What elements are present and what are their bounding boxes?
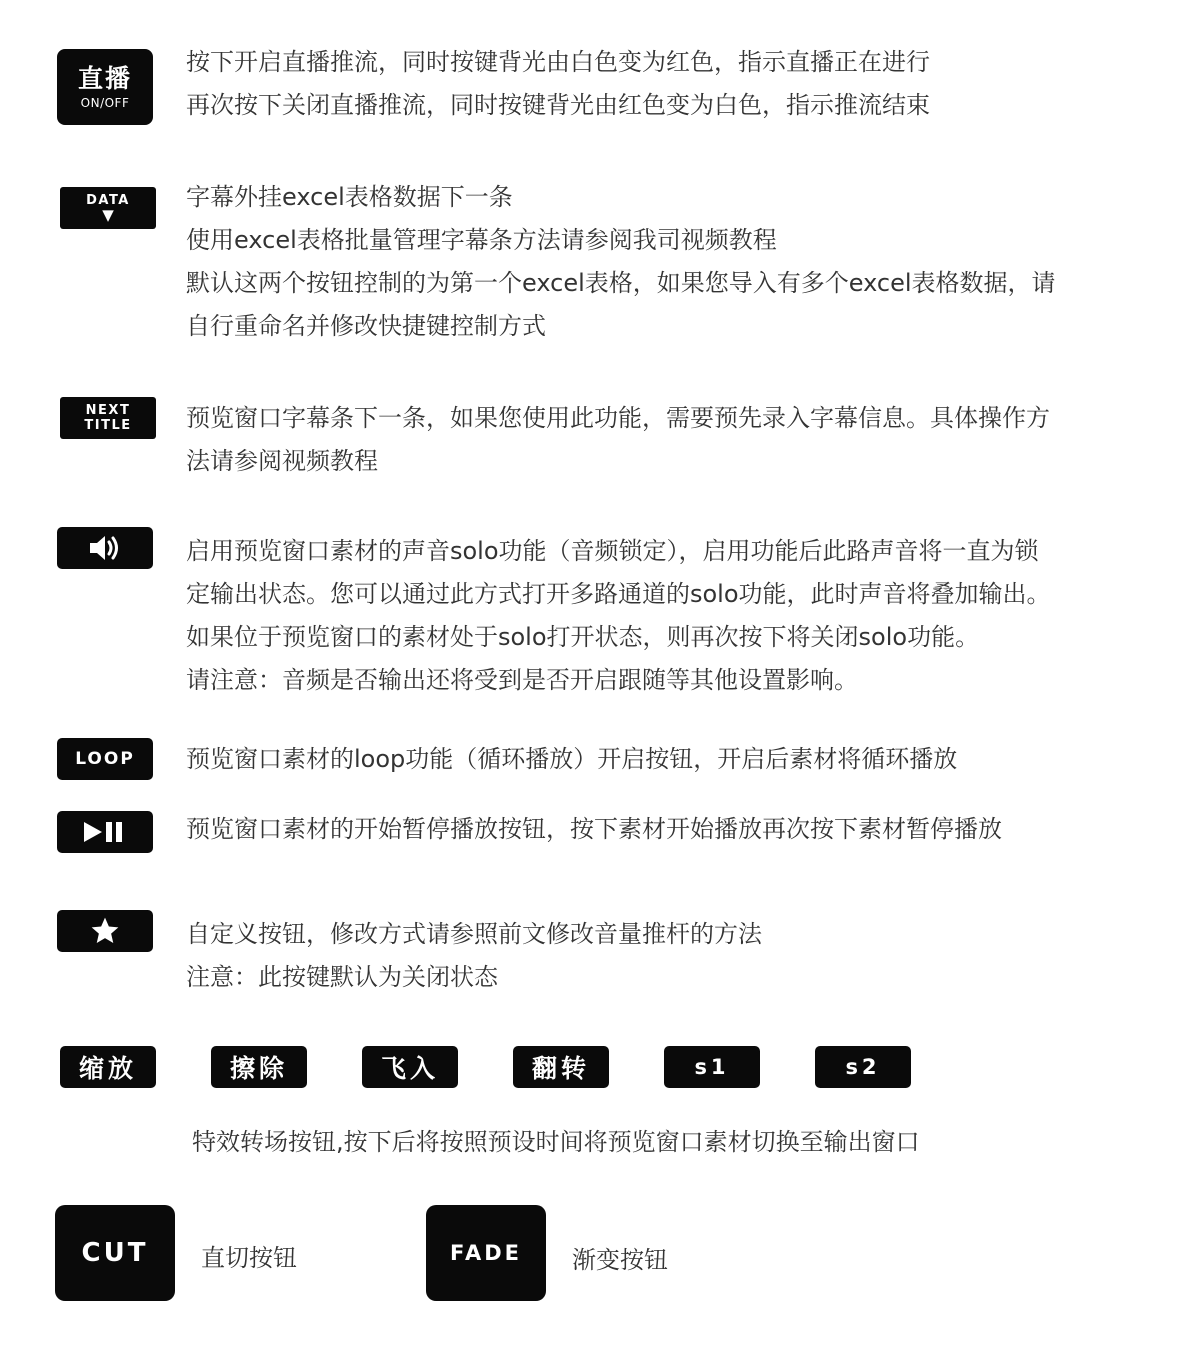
cut-label: 直切按钮 xyxy=(201,1244,297,1272)
data-key-label: DATA xyxy=(86,193,130,208)
s1-effect-key[interactable] xyxy=(664,1046,760,1088)
solo-description xyxy=(186,530,1051,702)
next-title-description xyxy=(186,397,1050,483)
loop-key[interactable] xyxy=(57,738,153,780)
play-pause-icon xyxy=(82,820,128,844)
next-title-key-line1: NEXT xyxy=(85,403,131,418)
data-key[interactable] xyxy=(60,187,156,229)
fly-in-effect-label: 飞入 xyxy=(380,1054,439,1083)
custom-description xyxy=(186,913,762,999)
star-icon xyxy=(89,915,121,947)
fade-key[interactable] xyxy=(426,1205,546,1301)
s1-effect-label: s1 xyxy=(694,1055,730,1079)
solo-description-line: 如果位于预览窗口的素材处于solo打开状态，则再次按下将关闭solo功能。 xyxy=(186,623,980,651)
next-title-key-line2: TITLE xyxy=(84,418,132,433)
custom-key[interactable] xyxy=(57,910,153,952)
solo-description-line: 请注意：音频是否输出还将受到是否开启跟随等其他设置影响。 xyxy=(186,666,858,694)
wipe-effect-label: 擦除 xyxy=(229,1054,288,1083)
next-title-key[interactable] xyxy=(60,397,156,439)
live-description xyxy=(186,41,930,127)
fly-in-effect-key[interactable] xyxy=(362,1046,458,1088)
data-description-line: 自行重命名并修改快捷键控制方式 xyxy=(186,312,546,340)
live-description-line: 按下开启直播推流，同时按键背光由白色变为红色，指示直播正在进行 xyxy=(186,48,930,76)
loop-description-line: 预览窗口素材的loop功能（循环播放）开启按钮，开启后素材将循环播放 xyxy=(186,745,958,773)
zoom-effect-key[interactable] xyxy=(60,1046,156,1088)
fade-label: 渐变按钮 xyxy=(572,1246,668,1274)
solo-key[interactable] xyxy=(57,527,153,569)
next-title-description-line: 预览窗口字幕条下一条，如果您使用此功能，需要预先录入字幕信息。具体操作方 xyxy=(186,404,1050,432)
custom-description-line: 注意：此按键默认为关闭状态 xyxy=(186,963,498,991)
speaker-icon xyxy=(87,533,123,563)
next-title-description-line: 法请参阅视频教程 xyxy=(186,447,378,475)
cut-key[interactable] xyxy=(55,1205,175,1301)
solo-description-line: 启用预览窗口素材的声音solo功能（音频锁定），启用功能后此路声音将一直为锁 xyxy=(186,537,1039,565)
fade-key-label: FADE xyxy=(450,1241,522,1265)
s2-effect-label: s2 xyxy=(845,1055,881,1079)
loop-description xyxy=(186,738,957,781)
play-pause-key[interactable] xyxy=(57,811,153,853)
data-description-line: 默认这两个按钮控制的为第一个excel表格，如果您导入有多个excel表格数据，请 xyxy=(186,269,1056,297)
live-key-label: 直播 xyxy=(77,63,132,93)
loop-key-label: LOOP xyxy=(75,749,135,769)
s2-effect-key[interactable] xyxy=(815,1046,911,1088)
flip-effect-key[interactable] xyxy=(513,1046,609,1088)
data-description xyxy=(186,176,1056,348)
play-pause-description xyxy=(186,808,1002,851)
custom-description-line: 自定义按钮，修改方式请参照前文修改音量推杆的方法 xyxy=(186,920,762,948)
effects-caption: 特效转场按钮,按下后将按照预设时间将预览窗口素材切换至输出窗口 xyxy=(192,1128,920,1156)
down-arrow-icon: ▼ xyxy=(102,206,114,224)
zoom-effect-label: 缩放 xyxy=(78,1054,137,1083)
live-key-sublabel: ON/OFF xyxy=(80,95,130,110)
live-description-line: 再次按下关闭直播推流，同时按键背光由红色变为白色，指示推流结束 xyxy=(186,91,930,119)
solo-description-line: 定输出状态。您可以通过此方式打开多路通道的solo功能，此时声音将叠加输出。 xyxy=(186,580,1051,608)
play-pause-description-line: 预览窗口素材的开始暂停播放按钮，按下素材开始播放再次按下素材暂停播放 xyxy=(186,815,1002,843)
data-description-line: 字幕外挂excel表格数据下一条 xyxy=(186,183,513,211)
flip-effect-label: 翻转 xyxy=(531,1054,590,1083)
cut-key-label: CUT xyxy=(81,1238,149,1268)
live-key[interactable] xyxy=(57,49,153,125)
data-description-line: 使用excel表格批量管理字幕条方法请参阅我司视频教程 xyxy=(186,226,777,254)
wipe-effect-key[interactable] xyxy=(211,1046,307,1088)
